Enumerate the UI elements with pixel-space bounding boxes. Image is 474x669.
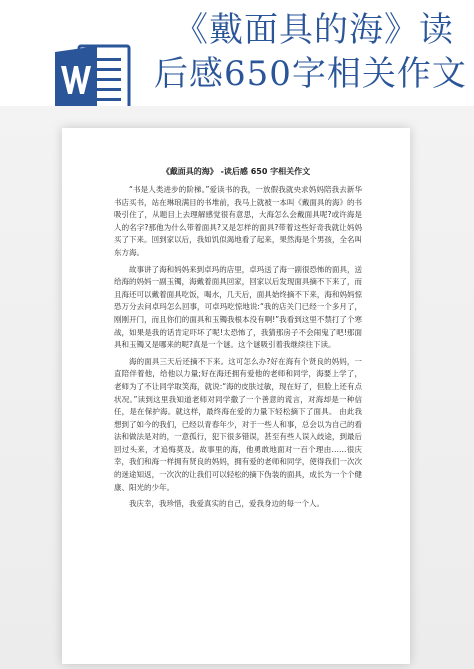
banner-title-line-1: 《戴面具的海》读 (174, 10, 454, 50)
header-banner (0, 0, 474, 118)
document-page (62, 128, 410, 664)
banner-title-line-2: 后感650字相关作文 (154, 54, 467, 94)
document-title: 《戴面具的海》 -读后感 650 字相关作文 (161, 167, 311, 176)
paragraph: 我庆幸，我珍惜，我爱真实的自己，爱我身边的每一个人。 (129, 499, 324, 509)
document-body (114, 184, 362, 515)
paragraph: 故事讲了海和妈妈来到卓玛的店里，卓玛送了海一副很恐怖的面具，送给海的妈妈一副玉镯，海戴着面具回家，回家以后发现面具摘不下来了，而且海还可以戴着面具吃饭，喝水，几天后，面具始终摘不下来，海和妈妈惊恐万分去问卓玛怎么回事，可卓玛吃惊地说:“我的店关门已经一个多月了，刚刚开门，而且你们的面具和玉镯我根本没有啊!”我看到这里不禁打了个寒战，如果是我的话肯定吓坏了呢!太恐怖了，我猜那房子不会闹鬼了吧!那面具和玉镯又是哪来的呢?真是一个谜。这个谜吸引着我继续往下读。 (114, 264, 362, 350)
paragraph: 海的面具三天后还摘不下来。这可怎么办?好在海有个贤良的妈妈，一直陪伴着他，给他以力量;好在海还拥有爱他的老师和同学，海要上学了，老师为了不让同学取笑海，就说:“海的皮肤过敏，现在好了，但脸上还有点状况。”读到这里我知道老师对同学撒了一个善意的谎言，对海却是一种信任，是在保护海。就这样，最终海在爱的力量下轻松摘下了面具。 由此我想到了如今的我们，已经以青春年少，对于一些人和事，总会以为自己的看法和做法是对的，一意孤行，犯下很多错误，甚至有些人误入歧途，到最后回过头来，才追悔莫及。故事里的海，他勇敢地面对一百个理由……很庆幸，我们和海一样拥有贤良的妈妈，拥有爱的老师和同学，使得我们一次次的迷途知返，一次次的让我们可以轻松的摘下伪装的面具，成长为一个个健康、阳光的少年。 (114, 356, 362, 492)
banner-title (150, 8, 470, 96)
paragraph: “书是人类进步的阶梯。”爱读书的我，一放假我就央求妈妈陪我去新华书店买书，站在琳琅满目的书堆前，我马上就被一本叫《戴面具的海》的书吸引住了，从题目上去理解感觉很有意思，大海怎么会戴面具呢?或许海是人的名字?那他为什么带着面具?又是怎样的面具?带着这些好奇我就让妈妈买了下来。回到家以后，我如饥似渴地看了起来，果然海是个男孩，全名叫东方海。 (114, 185, 362, 257)
word-document-icon (55, 44, 133, 114)
